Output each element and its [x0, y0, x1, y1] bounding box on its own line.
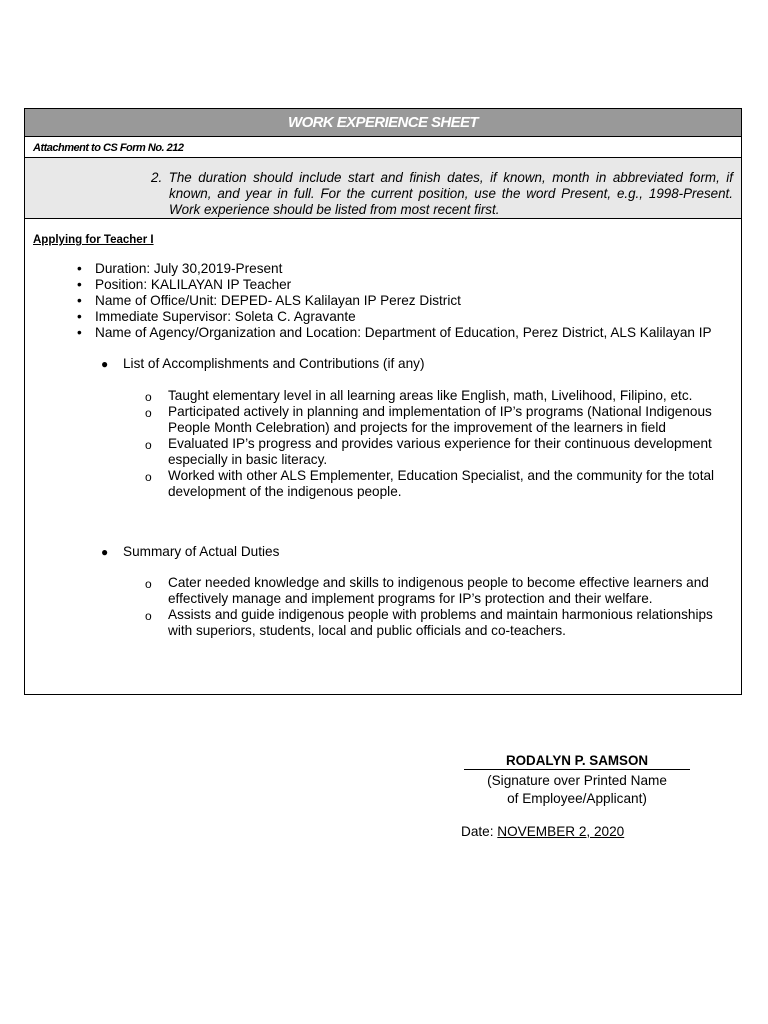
circle-bullet-icon: o — [145, 406, 152, 420]
detail-item: • Immediate Supervisor: Soleta C. Agravante — [77, 309, 356, 324]
duty-item: o Cater needed knowledge and skills to indigenous people to become effective learners and effectively manage and implement programs for IP’s protection and their welfare. — [145, 575, 709, 606]
duty-item: o Assists and guide indigenous people with problems and maintain harmonious relationships with superiors, students, local and public officials and co-teachers. — [145, 607, 713, 638]
date-label: Date: — [461, 824, 498, 839]
bullet-icon: • — [77, 309, 82, 324]
attachment-label: Attachment to CS Form No. 212 — [25, 137, 741, 158]
duties-heading: ● Summary of Actual Duties — [101, 544, 280, 559]
circle-bullet-icon: o — [145, 609, 152, 623]
detail-item: • Name of Office/Unit: DEPED- ALS Kalilayan IP Perez District — [77, 293, 461, 308]
circle-bullet-icon: o — [145, 438, 152, 452]
date-line — [461, 824, 624, 839]
bullet-icon: ● — [101, 357, 109, 371]
accomplishment-item: o Taught elementary level in all learning areas like English, math, Livelihood, Filipino, etc. — [145, 388, 693, 404]
accomplishment-item: o Participated actively in planning and implementation of IP’s programs (National Indigenous People Month Celebration) and projects for the improvement of the learners in field — [145, 404, 712, 435]
bullet-icon: • — [77, 277, 82, 292]
detail-item: • Name of Agency/Organization and Location: Department of Education, Perez District, ALS Kalilayan IP — [77, 325, 712, 340]
accomplishments-heading: ● List of Accomplishments and Contributions (if any) — [101, 356, 425, 371]
detail-item: • Duration: July 30,2019-Present — [77, 261, 283, 276]
applying-for-heading: Applying for Teacher I — [33, 234, 154, 246]
duties-list — [145, 575, 738, 639]
signature-printed-name: RODALYN P. SAMSON — [464, 753, 690, 770]
bullet-icon: • — [77, 261, 82, 276]
work-experience-sheet — [24, 108, 742, 695]
accomplishment-item: o Evaluated IP’s progress and provides various experience for their continuous development especially in basic literacy. — [145, 436, 712, 467]
circle-bullet-icon: o — [145, 577, 152, 591]
detail-item: • Position: KALILAYAN IP Teacher — [77, 277, 292, 292]
sheet-title: WORK EXPERIENCE SHEET — [25, 109, 741, 137]
accomplishment-item: o Worked with other ALS Emplementer, Education Specialist, and the community for the total development of the indigenous people. — [145, 468, 715, 499]
details-list — [77, 261, 735, 341]
bullet-icon: • — [77, 325, 82, 340]
signature-caption: (Signature over Printed Name of Employee/Applicant) — [487, 773, 667, 806]
date-value: NOVEMBER 2, 2020 — [497, 824, 625, 839]
bullet-icon: • — [77, 293, 82, 308]
bullet-icon: ● — [101, 545, 109, 559]
circle-bullet-icon: o — [145, 470, 152, 484]
circle-bullet-icon: o — [145, 390, 152, 404]
instruction-note — [25, 158, 741, 219]
accomplishments-list — [145, 388, 738, 500]
instruction-note-text: 2. The duration should include start and finish dates, if known, month in abbreviated form, if known, and year in full. For the current position, use the word Present, e.g., 1998-Present. Work experience should be listed from most recent first. — [151, 170, 733, 217]
